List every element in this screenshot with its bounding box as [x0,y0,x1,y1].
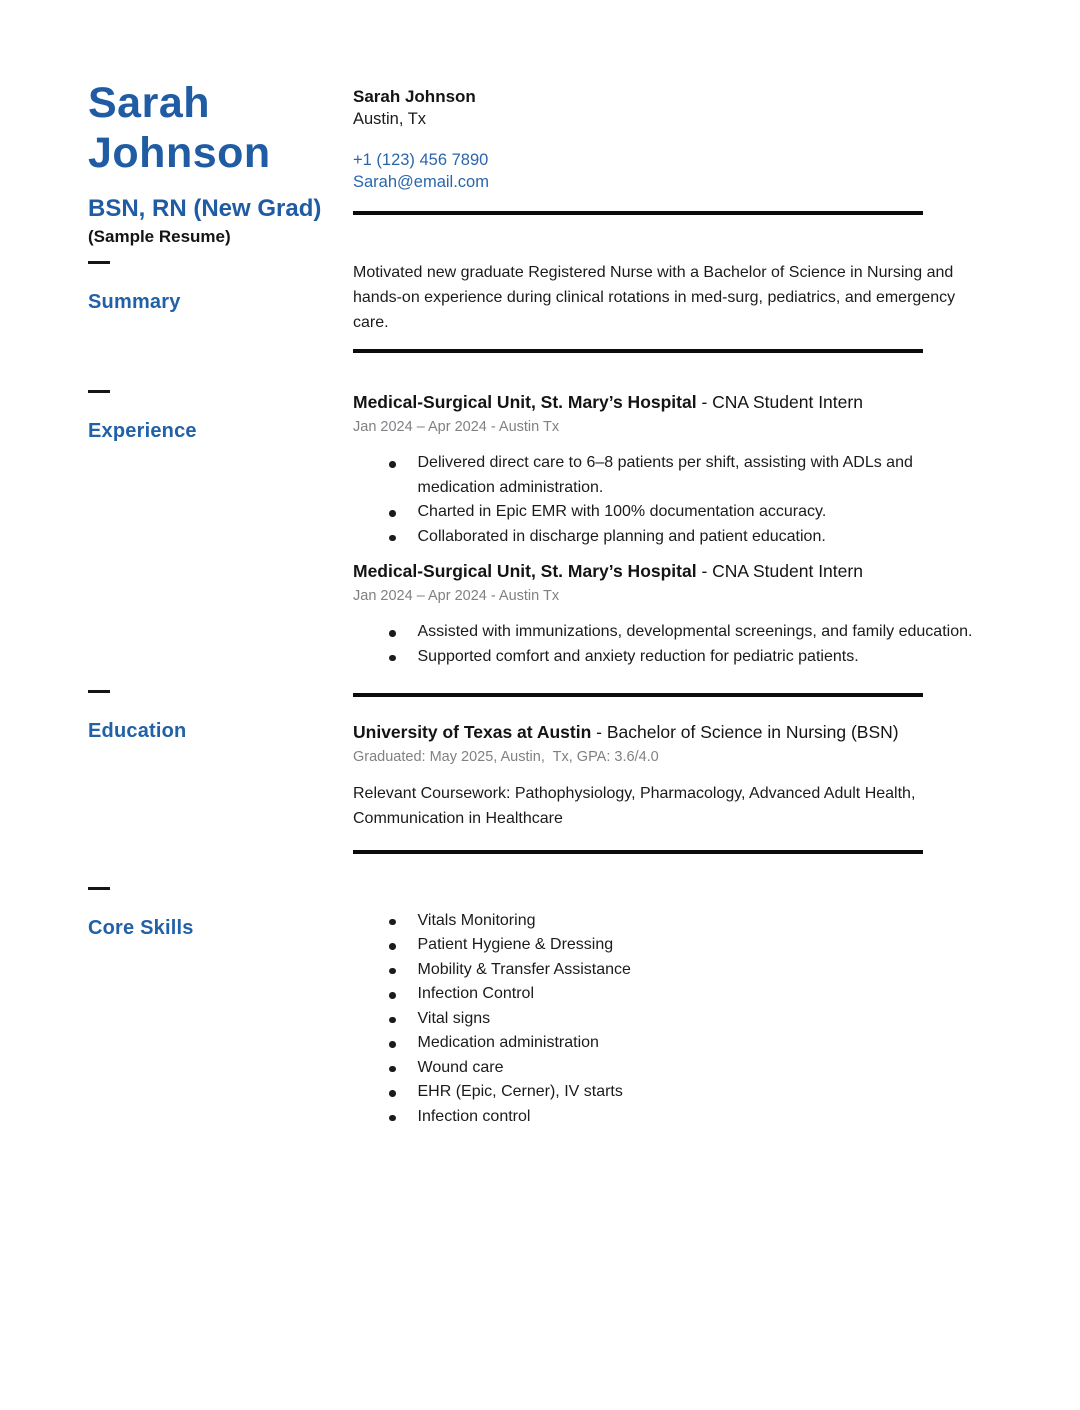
education-meta: Graduated: May 2025, Austin, Tx, GPA: 3.6/4.0 [353,749,659,766]
job-company: Medical-Surgical Unit, St. Mary’s Hospital [353,561,697,582]
list-item [353,982,987,1007]
education-content [353,720,987,854]
list-item [353,933,987,958]
list-item [353,1007,987,1032]
summary-label-block [88,261,353,314]
skill-text: Infection control [417,1107,531,1125]
job-role: CNA Student Intern [712,392,863,413]
bullet-dot [389,1041,396,1048]
skill-text: Mobility & Transfer Assistance [417,960,631,978]
experience-label-block [88,390,353,443]
skill-text: Patient Hygiene & Dressing [417,936,614,954]
bullet-text: Delivered direct care to 6–8 patients per shift, assisting with ADLs and medication administration. [417,454,913,496]
name-line-1: Sarah [88,79,211,127]
list-item [353,1080,987,1105]
contact-name: Sarah Johnson [353,87,476,106]
education-school: University of Texas at Austin [353,722,592,743]
bullet-dot [389,1066,396,1073]
job-entry [353,390,987,549]
name-heading [88,78,353,178]
section-divider [353,850,923,854]
phone-link[interactable]: +1 (123) 456 7890 [353,151,489,169]
bullet-dot [389,919,396,926]
bullet-dot [389,1115,396,1122]
core-skills-section [88,909,1040,1130]
summary-section [88,261,1040,353]
list-item [353,451,987,500]
experience-section [88,390,1040,697]
job-bullet-list [353,620,987,669]
bullet-dot [389,992,396,999]
job-title [353,559,987,583]
job-meta: Jan 2024 – Apr 2024 - Austin Tx [353,419,560,436]
bullet-text: Assisted with immunizations, developmental screenings, and family education. [417,623,973,641]
skill-text: EHR (Epic, Cerner), IV starts [417,1083,623,1101]
section-dash [88,690,110,693]
header-section [88,78,1040,248]
list-item [353,1056,987,1081]
job-separator: - [696,561,713,582]
list-item [353,958,987,983]
bullet-text: Charted in Epic EMR with 100% documentation accuracy. [417,503,827,521]
skill-text: Vital signs [417,1009,491,1027]
list-item [353,620,987,645]
contact-location: Austin, Tx [353,110,427,128]
education-title [353,720,987,744]
job-meta: Jan 2024 – Apr 2024 - Austin Tx [353,588,560,605]
bullet-text: Collaborated in discharge planning and patient education. [417,527,826,545]
list-item [353,909,987,934]
job-entry [353,559,987,669]
job-title [353,390,987,414]
bullet-dot [389,1090,396,1097]
education-label-block [88,690,353,743]
section-divider [353,693,923,697]
bullet-dot [389,461,396,468]
summary-content [353,261,987,353]
job-bullet-list [353,451,987,549]
section-dash [88,261,110,264]
job-company: Medical-Surgical Unit, St. Mary’s Hospital [353,392,697,413]
education-degree: Bachelor of Science in Nursing (BSN) [606,722,899,743]
bullet-text: Supported comfort and anxiety reduction for pediatric patients. [417,647,859,665]
education-separator: - [591,722,607,743]
summary-text: Motivated new graduate Registered Nurse with a Bachelor of Science in Nursing and hands-on experience during clinical rotations in med-surg, pediatrics, and emergency care. [353,264,956,331]
section-dash [88,887,110,890]
core-skills-label-block [88,887,353,940]
skill-text: Wound care [417,1058,504,1076]
section-dash [88,390,110,393]
education-section [88,720,1040,854]
job-separator: - [696,392,713,413]
section-label-core-skills: Core Skills [88,916,194,939]
bullet-dot [389,1017,396,1024]
section-label-summary: Summary [88,291,181,313]
job-role: CNA Student Intern [712,561,863,582]
headline: BSN, RN (New Grad) [88,195,322,222]
header-left [88,78,353,248]
bullet-dot [389,630,396,637]
core-skills-content [353,909,987,1130]
skill-text: Medication administration [417,1034,599,1052]
bullet-dot [389,510,396,517]
list-item [353,645,987,670]
list-item [353,500,987,525]
section-divider [353,349,923,353]
list-item [353,1105,987,1130]
header-right [353,78,987,215]
list-item [353,1031,987,1056]
subline: (Sample Resume) [88,227,231,246]
email-link[interactable]: Sarah@email.com [353,173,489,191]
skills-list [353,909,987,1130]
skill-text: Infection Control [417,985,535,1003]
section-label-experience: Experience [88,420,197,443]
experience-content [353,390,987,697]
bullet-dot [389,968,396,975]
section-label-education: Education [88,720,187,743]
bullet-dot [389,943,396,950]
skill-text: Vitals Monitoring [417,911,536,929]
list-item [353,525,987,550]
education-coursework: Relevant Coursework: Pathophysiology, Pharmacology, Advanced Adult Health, Communication in Healthcare [353,785,916,828]
section-divider [353,211,923,215]
name-line-2: Johnson [88,129,271,177]
bullet-dot [389,655,396,662]
bullet-dot [389,535,396,542]
